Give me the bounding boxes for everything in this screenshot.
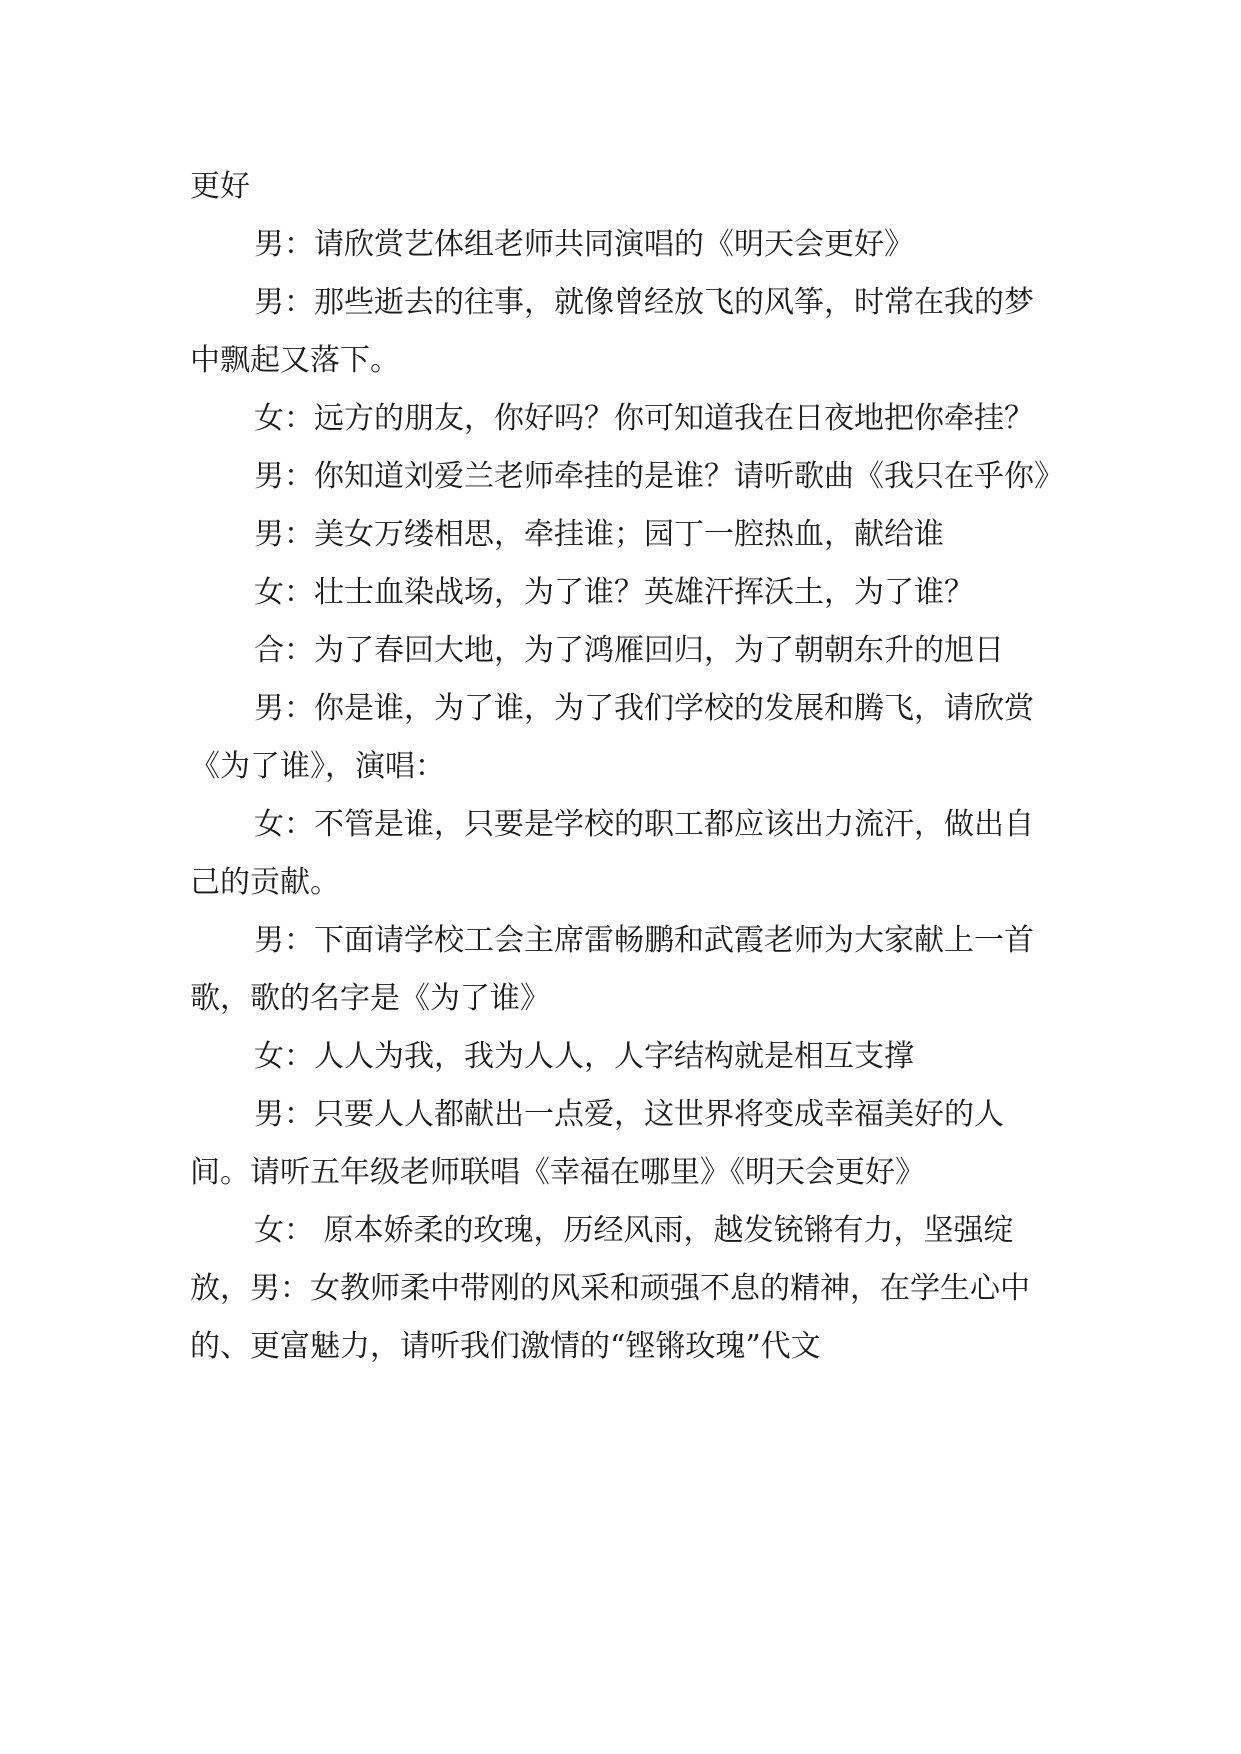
paragraph: 男：你是谁，为了谁，为了我们学校的发展和腾飞，请欣赏《为了谁》，演唱： xyxy=(190,691,1034,784)
paragraph: 女：人人为我，我为人人，人字结构就是相互支撑 xyxy=(254,1039,914,1074)
paragraph: 男：美女万缕相思，牵挂谁；园丁一腔热血，献给谁 xyxy=(254,517,944,552)
paragraph: 合：为了春回大地，为了鸿雁回归，为了朝朝东升的旭日 xyxy=(254,633,1004,668)
paragraph: 男：请欣赏艺体组老师共同演唱的《明天会更好》 xyxy=(254,227,914,262)
paragraph: 女：壮士血染战场，为了谁？英雄汗挥沃土，为了谁？ xyxy=(254,575,974,610)
paragraph: 男：只要人人都献出一点爱，这世界将变成幸福美好的人间。请听五年级老师联唱《幸福在哪里》《明天会更好》 xyxy=(190,1097,1004,1190)
paragraph: 男：下面请学校工会主席雷畅鹏和武霞老师为大家献上一首歌，歌的名字是《为了谁》 xyxy=(190,923,1034,1016)
paragraph: 女：不管是谁，只要是学校的职工都应该出力流汗，做出自己的贡献。 xyxy=(190,807,1034,900)
paragraph: 更好 xyxy=(190,169,250,204)
paragraph: 女： 原本娇柔的玫瑰，历经风雨，越发铳锵有力，坚强绽放，男：女教师柔中带刚的风采和顽强不息的精神，在学生心中的、更富魅力，请听我们激情的“铿锵玫瑰”代文 xyxy=(190,1213,1030,1364)
paragraph: 女：远方的朋友，你好吗？你可知道我在日夜地把你牵挂？ xyxy=(254,401,1034,436)
paragraph: 男：你知道刘爱兰老师牵挂的是谁？请听歌曲《我只在乎你》 xyxy=(254,459,1064,494)
document-body xyxy=(190,158,1064,1376)
paragraph: 男：那些逝去的往事，就像曾经放飞的风筝，时常在我的梦中飘起又落下。 xyxy=(190,285,1034,378)
